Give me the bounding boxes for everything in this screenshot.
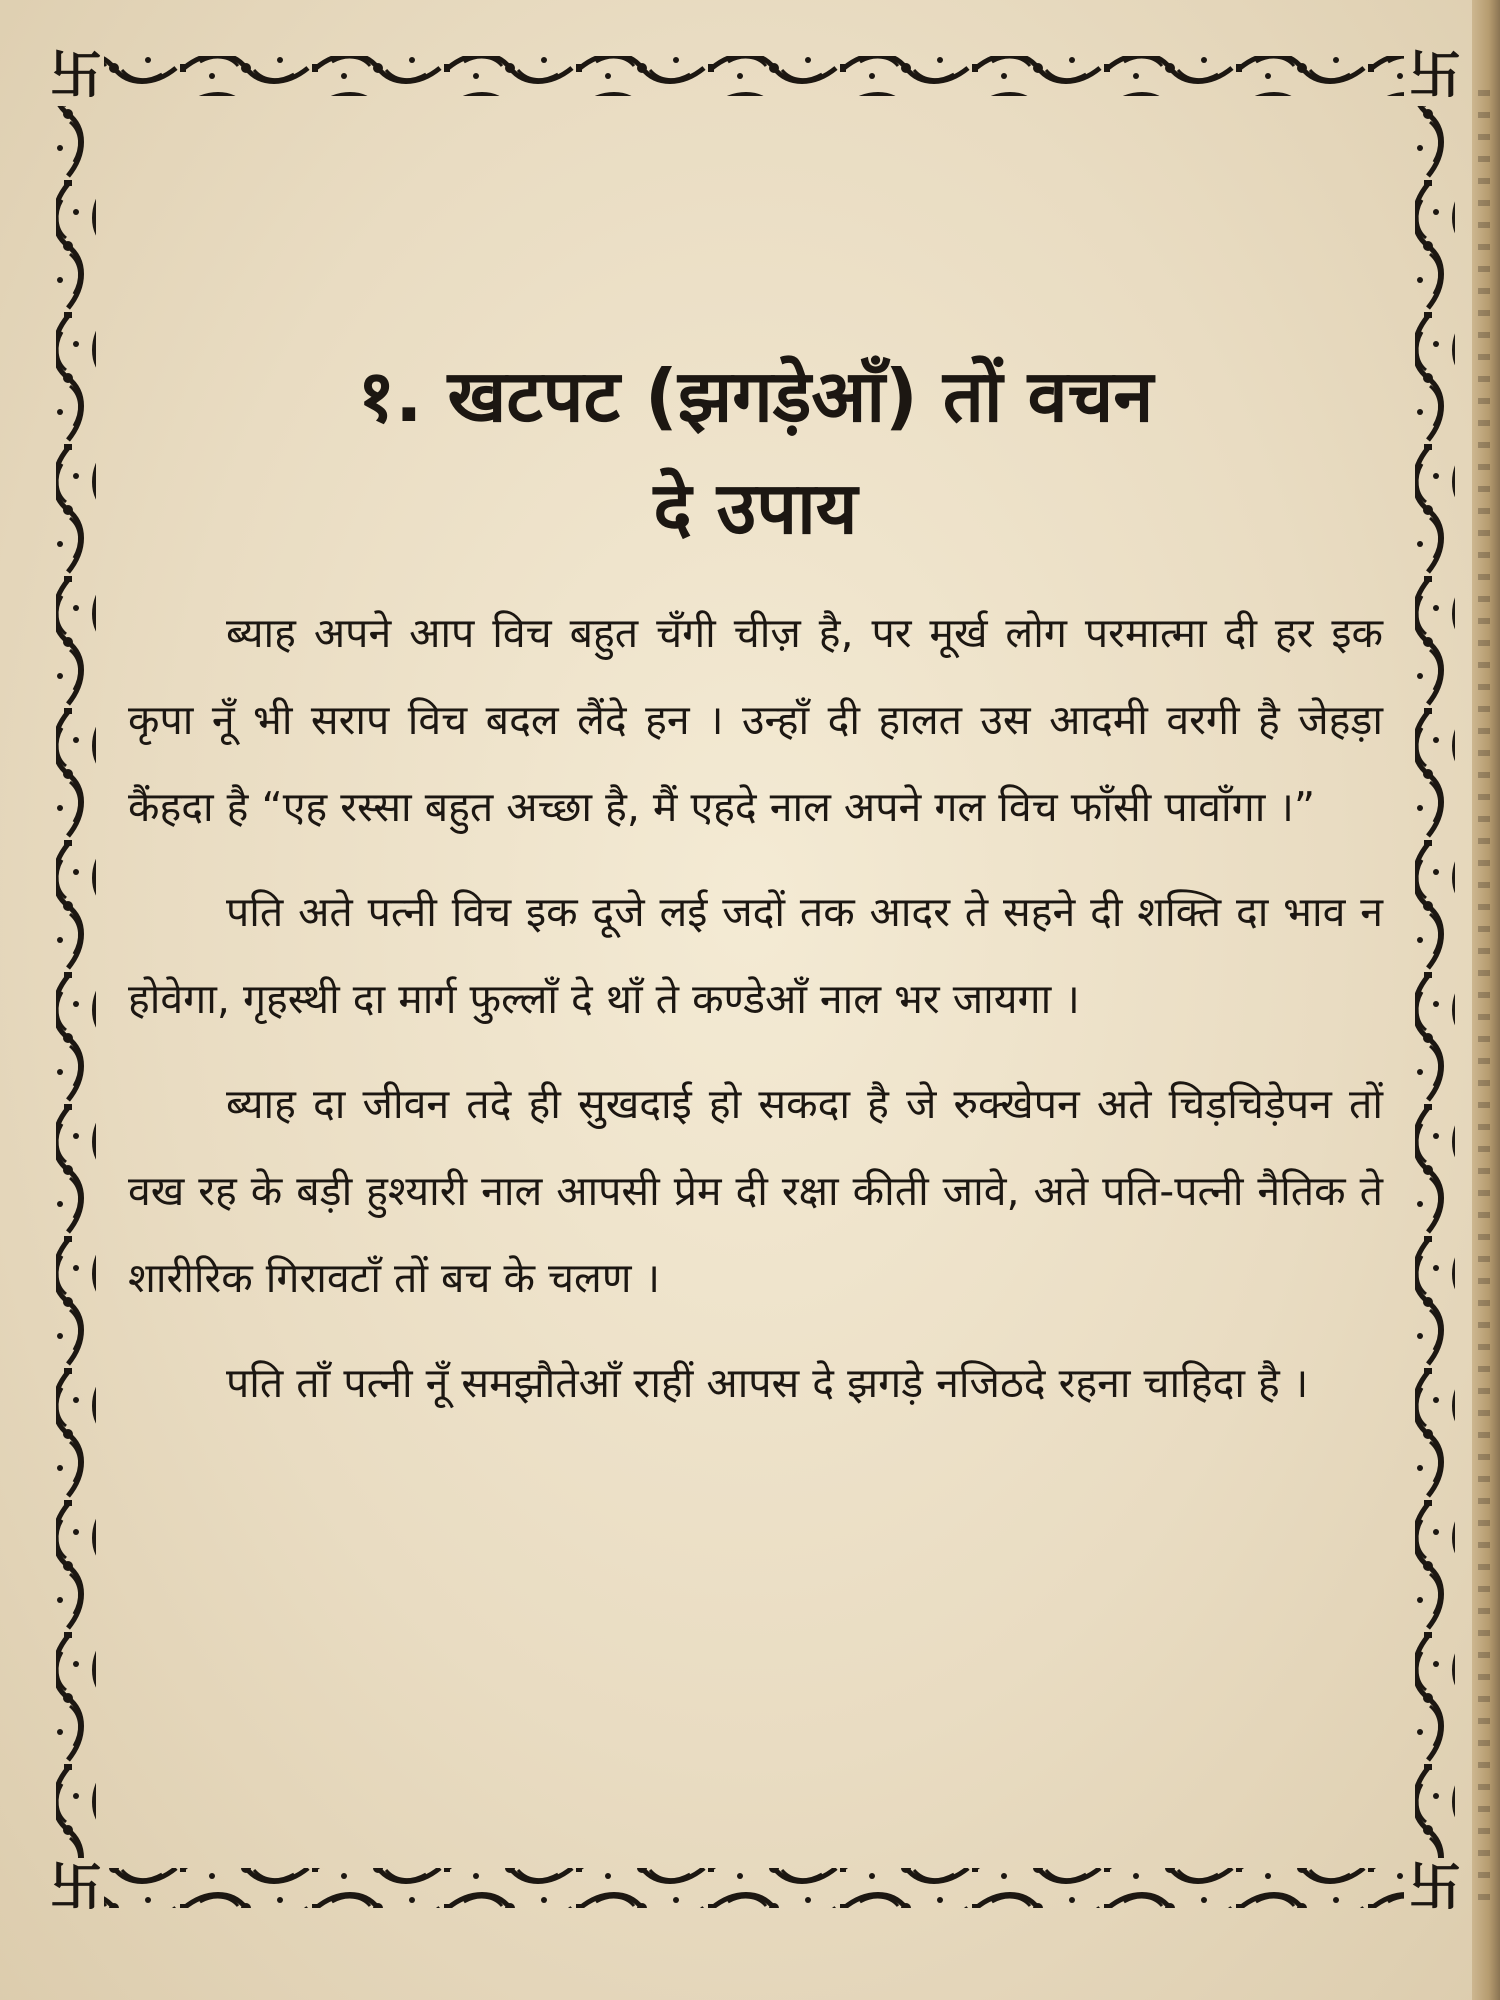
paragraph-2-text: पति अते पत्नी विच इक दूजे लई जदों तक आदर ते सहने दी शक्ति दा भाव न होवेगा, गृहस्थी दा मार्ग फुल्लाँ दे थाँ ते कण्डेआँ नाल भर जायगा । [128,888,1383,1023]
border-left [56,106,96,1858]
page-content [128,340,1383,1427]
corner-swastika-bottom-right: 卐 [1408,1858,1461,1918]
border-right [1415,106,1455,1858]
paragraph-2 [128,869,1383,1043]
corner-swastika-bottom-left: 卐 [49,1858,102,1918]
paragraph-4 [128,1340,1383,1427]
paragraph-1-text: ब्याह अपने आप विच बहुत चँगी चीज़ है, पर मूर्ख लोग परमात्मा दी हर इक कृपा नूँ भी सराप विच बदल लैंदे हन । उन्हाँ दी हालत उस आदमी वरगी है जेहड़ा कैंहदा है “एह रस्सा बहुत अच्छा है, मैं एहदे नाल अपने गल विच फाँसी पावाँगा ।” [128,609,1383,831]
chapter-heading [128,340,1383,564]
paragraph-3-text: ब्याह दा जीवन तदे ही सुखदाई हो सकदा है जे रुक्खेपन अते चिड़चिड़ेपन तों वख रह के बड़ी हुश्यारी नाल आपसी प्रेम दी रक्षा कीती जावे, अते पति-पत्नी नैतिक ते शारीरिक गिरावटाँ तों बच के चलण । [128,1080,1383,1302]
next-page-edge [1472,0,1500,2000]
border-top [104,56,1404,96]
corner-swastika-top-left: 卐 [49,46,102,106]
chapter-heading-line-2: दे उपाय [653,466,858,550]
paragraph-3 [128,1061,1383,1322]
chapter-heading-line-1: १. खटपट (झगड़ेआँ) तों वचन [357,354,1154,438]
border-bottom [104,1868,1404,1908]
corner-swastika-top-right: 卐 [1408,46,1461,106]
paragraph-1 [128,590,1383,851]
paragraph-4-text: पति ताँ पत्नी नूँ समझौतेआँ राहीं आपस दे झगड़े नजिठदे रहना चाहिदा है । [226,1359,1309,1407]
